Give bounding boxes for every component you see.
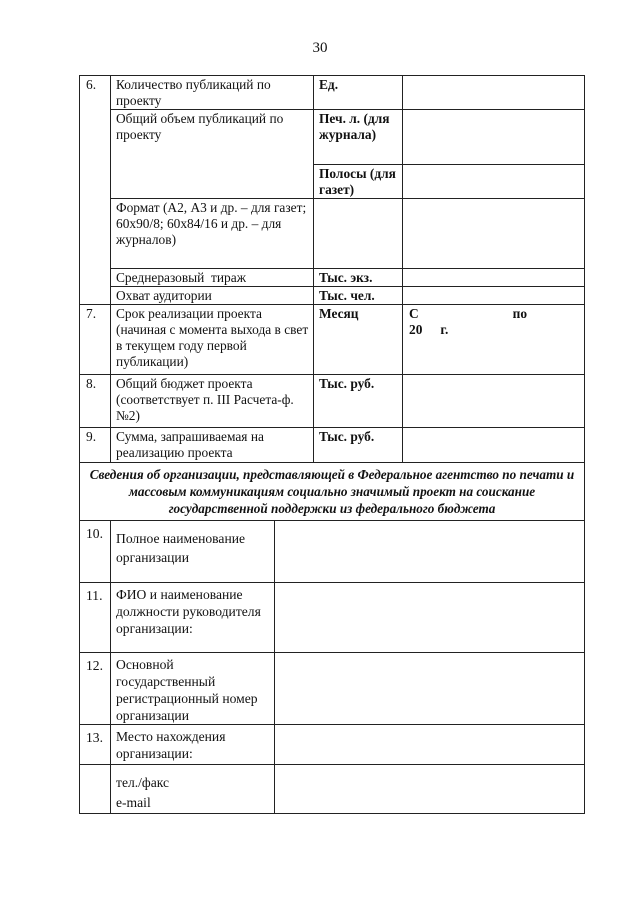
row-value	[403, 165, 585, 199]
period-from: С	[409, 306, 419, 321]
row-unit	[314, 199, 403, 269]
row-value	[403, 428, 585, 463]
row-label: Сумма, запрашиваемая на реализацию проекта	[111, 428, 314, 463]
row-unit: Полосы (для газет)	[314, 165, 403, 199]
row-unit: Тыс. руб.	[314, 375, 403, 428]
row-label: Срок реализации проекта (начиная с момента выхода в свет в текущем году первой публикации)	[111, 305, 314, 375]
row-number: 7.	[80, 305, 111, 375]
table-row	[80, 287, 585, 305]
row-number: 10.	[80, 521, 111, 583]
row-value	[403, 375, 585, 428]
row-number: 13.	[80, 725, 111, 765]
table-row	[80, 653, 585, 725]
row-unit: Тыс. руб.	[314, 428, 403, 463]
organization-table	[79, 520, 585, 814]
table-row	[80, 269, 585, 287]
row-value	[403, 110, 585, 165]
table-row	[80, 199, 585, 269]
table-row	[80, 110, 585, 165]
row-label: Место нахождения организации:	[111, 725, 275, 765]
table-row	[80, 725, 585, 765]
row-label: Полное наименование организации	[111, 521, 275, 583]
row-value	[403, 287, 585, 305]
table-row	[80, 765, 585, 814]
row-label: Среднеразовый тираж	[111, 269, 314, 287]
phone-fax-label: тел./факс	[116, 775, 170, 790]
row-value	[275, 765, 585, 814]
contact-label	[111, 765, 275, 814]
row-label: Основной государственный регистрационный номер организации	[111, 653, 275, 725]
row-value	[275, 653, 585, 725]
period-value	[403, 305, 585, 375]
table-row	[80, 375, 585, 428]
project-table	[79, 75, 585, 521]
period-to: по	[512, 306, 528, 321]
row-unit: Месяц	[314, 305, 403, 375]
row-number: 6.	[80, 76, 111, 305]
row-value	[275, 583, 585, 653]
table-row	[80, 428, 585, 463]
table-row	[80, 76, 585, 110]
row-unit: Тыс. экз.	[314, 269, 403, 287]
row-label: Общий бюджет проекта (соответствует п. III Расчета-ф.№2)	[111, 375, 314, 428]
page-number: 30	[312, 40, 328, 56]
row-value	[403, 76, 585, 110]
row-number: 8.	[80, 375, 111, 428]
row-label: Общий объем публикаций по проекту	[111, 110, 314, 199]
row-value	[403, 269, 585, 287]
row-number: 12.	[80, 653, 111, 725]
period-year-suffix: г.	[440, 322, 449, 337]
email-label: e-mail	[116, 795, 151, 810]
section-row	[80, 463, 585, 521]
row-value	[403, 199, 585, 269]
period-year-prefix: 20	[409, 322, 423, 337]
row-value	[275, 725, 585, 765]
row-value	[275, 521, 585, 583]
row-unit: Печ. л. (для журнала)	[314, 110, 403, 165]
table-row	[80, 583, 585, 653]
section-heading: Сведения об организации, представляющей в Федеральное агентство по печати и массовым коммуникациям социально значимый проект на соискание государственной поддержки из федерального бюджета	[80, 463, 585, 521]
table-row	[80, 521, 585, 583]
row-label: Формат (А2, А3 и др. – для газет; 60x90/8; 60x84/16 и др. – для журналов)	[111, 199, 314, 269]
row-unit: Тыс. чел.	[314, 287, 403, 305]
row-number: 9.	[80, 428, 111, 463]
row-unit: Ед.	[314, 76, 403, 110]
row-label: Охват аудитории	[111, 287, 314, 305]
row-number	[80, 765, 111, 814]
row-label: ФИО и наименование должности руководителя организации:	[111, 583, 275, 653]
table-row	[80, 305, 585, 375]
row-label: Количество публикаций по проекту	[111, 76, 314, 110]
row-number: 11.	[80, 583, 111, 653]
